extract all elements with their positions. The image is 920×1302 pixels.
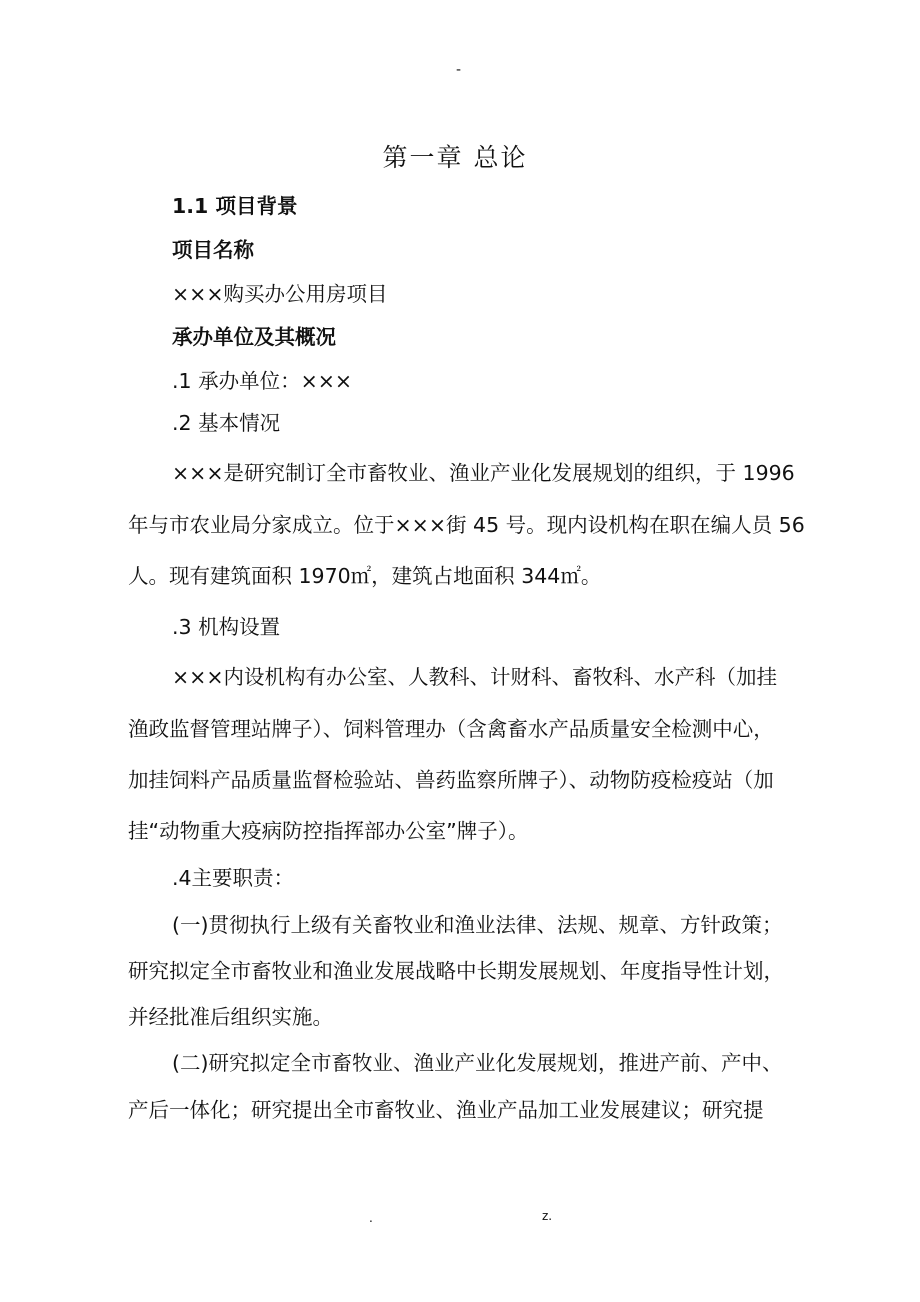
item-undertaker: .1 承办单位：××× <box>172 369 353 393</box>
paragraph-line: 人。现有建筑面积 1970㎡，建筑占地面积 344㎡。 <box>128 564 602 588</box>
paragraph-line: (二)研究拟定全市畜牧业、渔业产业化发展规划，推进产前、产中、 <box>172 1051 783 1075</box>
item-org-setup: .3 机构设置 <box>172 615 281 639</box>
item-main-duties: .4主要职责： <box>172 866 295 890</box>
paragraph-line: 产后一体化；研究提出全市畜牧业、渔业产品加工业发展建议；研究提 <box>128 1098 764 1122</box>
project-name-heading: 项目名称 <box>172 238 254 262</box>
paragraph-line: (一)贯彻执行上级有关畜牧业和渔业法律、法规、规章、方针政策； <box>172 913 783 937</box>
paragraph-line: 并经批准后组织实施。 <box>128 1005 333 1029</box>
page-header-mark: - <box>456 62 462 78</box>
section-heading-1-1: 1.1 项目背景 <box>172 194 298 218</box>
paragraph-line: ×××是研究制订全市畜牧业、渔业产业化发展规划的组织，于 1996 <box>172 461 795 485</box>
paragraph-line: 挂“动物重大疫病防控指挥部办公室”牌子）。 <box>128 819 529 843</box>
paragraph-line: 加挂饲料产品质量监督检验站、兽药监察所牌子）、动物防疫检疫站（加 <box>128 768 774 792</box>
page-footer-right: z. <box>542 1209 553 1223</box>
paragraph-line: 研究拟定全市畜牧业和渔业发展战略中长期发展规划、年度指导性计划， <box>128 959 784 983</box>
undertaker-heading: 承办单位及其概况 <box>172 325 336 349</box>
paragraph-line: 年与市农业局分家成立。位于×××街 45 号。现内设机构在职在编人员 56 <box>128 513 805 537</box>
page-footer-left: . <box>369 1211 373 1225</box>
project-name: ×××购买办公用房项目 <box>172 282 388 306</box>
paragraph-line: ×××内设机构有办公室、人教科、计财科、畜牧科、水产科（加挂 <box>172 665 778 689</box>
paragraph-line: 渔政监督管理站牌子）、饲料管理办（含禽畜水产品质量安全检测中心， <box>128 717 774 741</box>
chapter-title: 第一章 总论 <box>382 143 528 172</box>
item-basic-info: .2 基本情况 <box>172 411 281 435</box>
